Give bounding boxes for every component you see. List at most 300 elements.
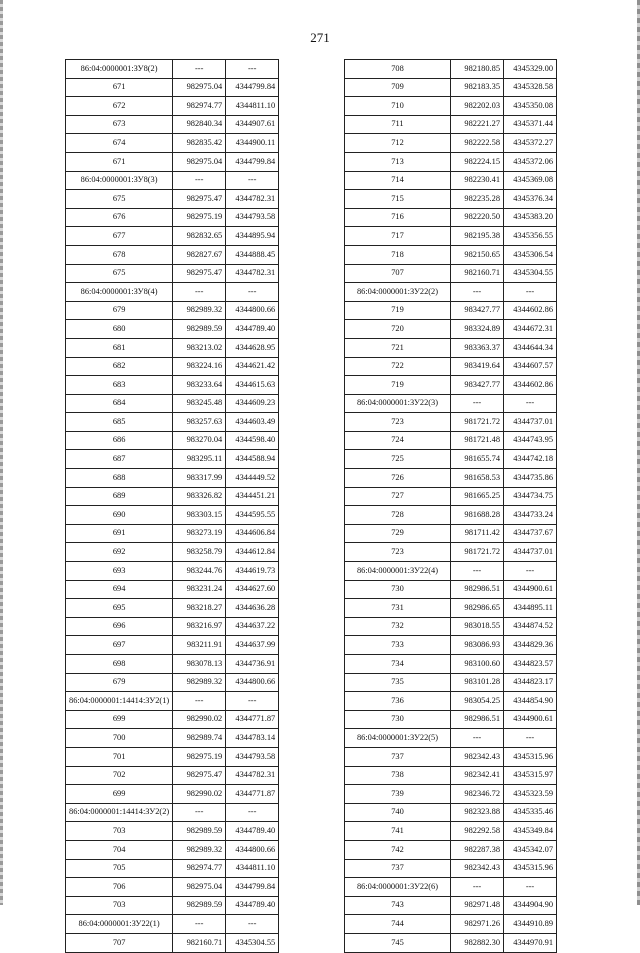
table-row <box>345 785 557 804</box>
y-coordinate-cell: 4344602.86 <box>504 301 557 320</box>
point-cell: 698 <box>66 655 173 674</box>
table-row <box>66 190 279 209</box>
point-cell: 707 <box>66 933 173 952</box>
y-coordinate-cell: 4344619.73 <box>226 562 279 581</box>
y-coordinate-cell: 4344970.91 <box>504 933 557 952</box>
y-coordinate-cell: 4344782.31 <box>226 766 279 785</box>
point-cell: 703 <box>66 822 173 841</box>
table-row <box>345 710 557 729</box>
x-coordinate-cell: 983244.76 <box>173 562 226 581</box>
x-coordinate-cell: --- <box>173 692 226 711</box>
table-row <box>345 208 557 227</box>
x-coordinate-cell: 983427.77 <box>451 376 504 395</box>
point-cell: 677 <box>66 227 173 246</box>
x-coordinate-cell: 983100.60 <box>451 655 504 674</box>
table-row <box>66 933 279 952</box>
y-coordinate-cell: 4344588.94 <box>226 450 279 469</box>
y-coordinate-cell: 4344900.61 <box>504 710 557 729</box>
x-coordinate-cell: 983231.24 <box>173 580 226 599</box>
parcel-header-row <box>66 803 279 822</box>
y-coordinate-cell: 4345323.59 <box>504 785 557 804</box>
y-coordinate-cell: 4345350.08 <box>504 97 557 116</box>
point-cell: 699 <box>66 785 173 804</box>
x-coordinate-cell: 982989.74 <box>173 729 226 748</box>
y-coordinate-cell: 4344672.31 <box>504 320 557 339</box>
y-coordinate-cell: 4344800.66 <box>226 301 279 320</box>
x-coordinate-cell: 983270.04 <box>173 431 226 450</box>
table-row <box>66 450 279 469</box>
table-row <box>66 673 279 692</box>
table-row <box>345 747 557 766</box>
y-coordinate-cell: 4345376.34 <box>504 190 557 209</box>
y-coordinate-cell: 4344621.42 <box>226 357 279 376</box>
point-cell: 689 <box>66 487 173 506</box>
parcel-id-cell: 86:04:0000001:ЗУ22(6) <box>345 878 451 897</box>
y-coordinate-cell: 4344609.23 <box>226 394 279 413</box>
table-row <box>66 785 279 804</box>
coordinates-table-right-body <box>345 60 557 953</box>
y-coordinate-cell: 4344888.45 <box>226 245 279 264</box>
x-coordinate-cell: 982986.65 <box>451 599 504 618</box>
point-cell: 679 <box>66 673 173 692</box>
parcel-header-row <box>345 878 557 897</box>
point-cell: 695 <box>66 599 173 618</box>
parcel-id-cell: 86:04:0000001:ЗУ8(3) <box>66 171 173 190</box>
table-row <box>66 506 279 525</box>
table-row <box>345 915 557 934</box>
table-row <box>66 543 279 562</box>
x-coordinate-cell: 982975.04 <box>173 78 226 97</box>
x-coordinate-cell: --- <box>173 60 226 79</box>
y-coordinate-cell: --- <box>226 692 279 711</box>
y-coordinate-cell: 4344742.18 <box>504 450 557 469</box>
y-coordinate-cell: 4344793.58 <box>226 208 279 227</box>
table-row <box>345 692 557 711</box>
y-coordinate-cell: 4344743.95 <box>504 431 557 450</box>
table-row <box>345 469 557 488</box>
y-coordinate-cell: 4345371.44 <box>504 115 557 134</box>
x-coordinate-cell: 983054.25 <box>451 692 504 711</box>
point-cell: 721 <box>345 338 451 357</box>
y-coordinate-cell: --- <box>226 283 279 302</box>
table-row <box>66 599 279 618</box>
table-row <box>345 134 557 153</box>
x-coordinate-cell: 982224.15 <box>451 152 504 171</box>
x-coordinate-cell: 982975.47 <box>173 766 226 785</box>
x-coordinate-cell: 982989.59 <box>173 320 226 339</box>
y-coordinate-cell: 4344736.91 <box>226 655 279 674</box>
point-cell: 683 <box>66 376 173 395</box>
x-coordinate-cell: 982827.67 <box>173 245 226 264</box>
point-cell: 679 <box>66 301 173 320</box>
y-coordinate-cell: 4344793.58 <box>226 747 279 766</box>
x-coordinate-cell: 983101.28 <box>451 673 504 692</box>
x-coordinate-cell: 982180.85 <box>451 60 504 79</box>
point-cell: 674 <box>66 134 173 153</box>
point-cell: 727 <box>345 487 451 506</box>
point-cell: 678 <box>66 245 173 264</box>
y-coordinate-cell: 4344627.60 <box>226 580 279 599</box>
y-coordinate-cell: 4345372.06 <box>504 152 557 171</box>
point-cell: 673 <box>66 115 173 134</box>
x-coordinate-cell: 983233.64 <box>173 376 226 395</box>
point-cell: 694 <box>66 580 173 599</box>
y-coordinate-cell: 4344603.49 <box>226 413 279 432</box>
y-coordinate-cell: 4345372.27 <box>504 134 557 153</box>
parcel-header-row <box>66 915 279 934</box>
x-coordinate-cell: 981711.42 <box>451 524 504 543</box>
point-cell: 675 <box>66 264 173 283</box>
x-coordinate-cell: 983216.97 <box>173 617 226 636</box>
y-coordinate-cell: 4344789.40 <box>226 896 279 915</box>
table-row <box>345 636 557 655</box>
parcel-id-cell: 86:04:0000001:ЗУ22(5) <box>345 729 451 748</box>
table-row <box>345 617 557 636</box>
x-coordinate-cell: 982160.71 <box>451 264 504 283</box>
x-coordinate-cell: 982287.38 <box>451 840 504 859</box>
point-cell: 676 <box>66 208 173 227</box>
table-row <box>345 580 557 599</box>
y-coordinate-cell: --- <box>226 171 279 190</box>
table-row <box>345 357 557 376</box>
y-coordinate-cell: 4344900.11 <box>226 134 279 153</box>
y-coordinate-cell: 4344737.01 <box>504 543 557 562</box>
y-coordinate-cell: 4344800.66 <box>226 840 279 859</box>
y-coordinate-cell: 4344735.86 <box>504 469 557 488</box>
point-cell: 680 <box>66 320 173 339</box>
x-coordinate-cell: 983317.99 <box>173 469 226 488</box>
point-cell: 693 <box>66 562 173 581</box>
point-cell: 728 <box>345 506 451 525</box>
y-coordinate-cell: 4344895.94 <box>226 227 279 246</box>
y-coordinate-cell: 4344606.84 <box>226 524 279 543</box>
table-row <box>66 245 279 264</box>
x-coordinate-cell: 983303.15 <box>173 506 226 525</box>
x-coordinate-cell: 982975.19 <box>173 747 226 766</box>
x-coordinate-cell: --- <box>173 283 226 302</box>
x-coordinate-cell: 982975.04 <box>173 152 226 171</box>
point-cell: 691 <box>66 524 173 543</box>
x-coordinate-cell: 982292.58 <box>451 822 504 841</box>
table-row <box>66 394 279 413</box>
point-cell: 725 <box>345 450 451 469</box>
x-coordinate-cell: --- <box>451 878 504 897</box>
x-coordinate-cell: 982975.04 <box>173 878 226 897</box>
x-coordinate-cell: 982235.28 <box>451 190 504 209</box>
table-row <box>345 245 557 264</box>
point-cell: 719 <box>345 301 451 320</box>
table-row <box>345 655 557 674</box>
parcel-header-row <box>66 60 279 79</box>
y-coordinate-cell: --- <box>504 394 557 413</box>
table-row <box>66 320 279 339</box>
point-cell: 705 <box>66 859 173 878</box>
x-coordinate-cell: 982989.32 <box>173 840 226 859</box>
point-cell: 738 <box>345 766 451 785</box>
table-row <box>66 859 279 878</box>
y-coordinate-cell: 4344615.63 <box>226 376 279 395</box>
table-row <box>66 338 279 357</box>
point-cell: 719 <box>345 376 451 395</box>
x-coordinate-cell: 982220.50 <box>451 208 504 227</box>
x-coordinate-cell: 982221.27 <box>451 115 504 134</box>
x-coordinate-cell: 982974.77 <box>173 859 226 878</box>
y-coordinate-cell: 4344789.40 <box>226 320 279 339</box>
y-coordinate-cell: 4345315.97 <box>504 766 557 785</box>
point-cell: 729 <box>345 524 451 543</box>
x-coordinate-cell: 981721.72 <box>451 543 504 562</box>
point-cell: 700 <box>66 729 173 748</box>
y-coordinate-cell: 4344737.01 <box>504 413 557 432</box>
table-row <box>66 357 279 376</box>
table-row <box>66 710 279 729</box>
table-row <box>345 190 557 209</box>
table-row <box>345 803 557 822</box>
table-row <box>66 617 279 636</box>
y-coordinate-cell: 4344823.57 <box>504 655 557 674</box>
y-coordinate-cell: 4344799.84 <box>226 878 279 897</box>
table-row <box>345 673 557 692</box>
table-row <box>66 878 279 897</box>
y-coordinate-cell: 4344637.99 <box>226 636 279 655</box>
y-coordinate-cell: --- <box>226 60 279 79</box>
y-coordinate-cell: 4344811.10 <box>226 97 279 116</box>
point-cell: 737 <box>345 747 451 766</box>
point-cell: 733 <box>345 636 451 655</box>
point-cell: 724 <box>345 431 451 450</box>
y-coordinate-cell: 4345306.54 <box>504 245 557 264</box>
table-row <box>345 450 557 469</box>
x-coordinate-cell: 982323.88 <box>451 803 504 822</box>
y-coordinate-cell: 4344829.36 <box>504 636 557 655</box>
y-coordinate-cell: 4344783.14 <box>226 729 279 748</box>
y-coordinate-cell: 4345329.00 <box>504 60 557 79</box>
x-coordinate-cell: 983295.11 <box>173 450 226 469</box>
x-coordinate-cell: 981721.48 <box>451 431 504 450</box>
x-coordinate-cell: 983324.89 <box>451 320 504 339</box>
table-row <box>66 524 279 543</box>
y-coordinate-cell: 4345335.46 <box>504 803 557 822</box>
parcel-id-cell: 86:04:0000001:ЗУ8(2) <box>66 60 173 79</box>
x-coordinate-cell: 982971.26 <box>451 915 504 934</box>
point-cell: 713 <box>345 152 451 171</box>
table-row <box>66 97 279 116</box>
parcel-id-cell: 86:04:0000001:14414:ЗУ2(1) <box>66 692 173 711</box>
y-coordinate-cell: 4345349.84 <box>504 822 557 841</box>
table-row <box>66 636 279 655</box>
y-coordinate-cell: 4344449.52 <box>226 469 279 488</box>
table-row <box>345 506 557 525</box>
x-coordinate-cell: 982150.65 <box>451 245 504 264</box>
x-coordinate-cell: 983218.27 <box>173 599 226 618</box>
parcel-id-cell: 86:04:0000001:ЗУ22(3) <box>345 394 451 413</box>
point-cell: 712 <box>345 134 451 153</box>
x-coordinate-cell: 981688.28 <box>451 506 504 525</box>
point-cell: 707 <box>345 264 451 283</box>
parcel-header-row <box>345 283 557 302</box>
parcel-id-cell: 86:04:0000001:ЗУ22(1) <box>66 915 173 934</box>
point-cell: 730 <box>345 580 451 599</box>
x-coordinate-cell: 983224.16 <box>173 357 226 376</box>
x-coordinate-cell: --- <box>451 562 504 581</box>
table-row <box>66 208 279 227</box>
x-coordinate-cell: 982222.58 <box>451 134 504 153</box>
y-coordinate-cell: --- <box>504 729 557 748</box>
y-coordinate-cell: 4344771.87 <box>226 785 279 804</box>
x-coordinate-cell: --- <box>173 915 226 934</box>
point-cell: 696 <box>66 617 173 636</box>
x-coordinate-cell: --- <box>173 171 226 190</box>
table-row <box>66 469 279 488</box>
y-coordinate-cell: --- <box>504 283 557 302</box>
point-cell: 742 <box>345 840 451 859</box>
y-coordinate-cell: --- <box>226 915 279 934</box>
parcel-id-cell: 86:04:0000001:ЗУ22(2) <box>345 283 451 302</box>
y-coordinate-cell: 4345304.55 <box>226 933 279 952</box>
point-cell: 703 <box>66 896 173 915</box>
y-coordinate-cell: 4344602.86 <box>504 376 557 395</box>
x-coordinate-cell: 982195.38 <box>451 227 504 246</box>
table-row <box>345 78 557 97</box>
point-cell: 685 <box>66 413 173 432</box>
x-coordinate-cell: 981658.53 <box>451 469 504 488</box>
point-cell: 684 <box>66 394 173 413</box>
x-coordinate-cell: 983086.93 <box>451 636 504 655</box>
table-row <box>345 301 557 320</box>
y-coordinate-cell: 4344900.61 <box>504 580 557 599</box>
table-row <box>345 152 557 171</box>
table-row <box>345 933 557 952</box>
x-coordinate-cell: 983273.19 <box>173 524 226 543</box>
point-cell: 744 <box>345 915 451 934</box>
point-cell: 710 <box>345 97 451 116</box>
y-coordinate-cell: 4344907.61 <box>226 115 279 134</box>
x-coordinate-cell: 982342.41 <box>451 766 504 785</box>
parcel-header-row <box>66 692 279 711</box>
y-coordinate-cell: 4344628.95 <box>226 338 279 357</box>
coordinates-table-right <box>344 59 557 953</box>
point-cell: 720 <box>345 320 451 339</box>
point-cell: 671 <box>66 152 173 171</box>
table-row <box>66 840 279 859</box>
point-cell: 737 <box>345 859 451 878</box>
point-cell: 671 <box>66 78 173 97</box>
table-row <box>345 524 557 543</box>
table-row <box>66 301 279 320</box>
point-cell: 731 <box>345 599 451 618</box>
table-row <box>345 338 557 357</box>
y-coordinate-cell: 4344737.67 <box>504 524 557 543</box>
table-row <box>345 413 557 432</box>
y-coordinate-cell: 4345369.08 <box>504 171 557 190</box>
table-row <box>66 152 279 171</box>
table-row <box>345 97 557 116</box>
y-coordinate-cell: --- <box>504 878 557 897</box>
x-coordinate-cell: 982975.47 <box>173 264 226 283</box>
x-coordinate-cell: --- <box>451 283 504 302</box>
table-row <box>345 376 557 395</box>
x-coordinate-cell: 983258.79 <box>173 543 226 562</box>
y-coordinate-cell: 4344895.11 <box>504 599 557 618</box>
point-cell: 681 <box>66 338 173 357</box>
table-row <box>345 227 557 246</box>
table-row <box>66 822 279 841</box>
coordinates-table-left-body <box>66 60 279 953</box>
table-row <box>345 822 557 841</box>
x-coordinate-cell: --- <box>173 803 226 822</box>
point-cell: 717 <box>345 227 451 246</box>
y-coordinate-cell: 4344811.10 <box>226 859 279 878</box>
y-coordinate-cell: 4344595.55 <box>226 506 279 525</box>
y-coordinate-cell: 4344612.84 <box>226 543 279 562</box>
point-cell: 723 <box>345 543 451 562</box>
table-row <box>66 431 279 450</box>
x-coordinate-cell: 982183.35 <box>451 78 504 97</box>
x-coordinate-cell: 983326.82 <box>173 487 226 506</box>
y-coordinate-cell: 4344598.40 <box>226 431 279 450</box>
y-coordinate-cell: 4344799.84 <box>226 78 279 97</box>
x-coordinate-cell: 982989.32 <box>173 673 226 692</box>
y-coordinate-cell: 4344904.90 <box>504 896 557 915</box>
x-coordinate-cell: 982835.42 <box>173 134 226 153</box>
point-cell: 708 <box>345 60 451 79</box>
point-cell: 734 <box>345 655 451 674</box>
y-coordinate-cell: 4344734.75 <box>504 487 557 506</box>
point-cell: 732 <box>345 617 451 636</box>
y-coordinate-cell: 4344910.89 <box>504 915 557 934</box>
parcel-id-cell: 86:04:0000001:ЗУ8(4) <box>66 283 173 302</box>
parcel-header-row <box>345 562 557 581</box>
y-coordinate-cell: 4345315.96 <box>504 859 557 878</box>
x-coordinate-cell: 983018.55 <box>451 617 504 636</box>
point-cell: 726 <box>345 469 451 488</box>
table-row <box>345 487 557 506</box>
x-coordinate-cell: 982975.19 <box>173 208 226 227</box>
x-coordinate-cell: 983419.64 <box>451 357 504 376</box>
point-cell: 739 <box>345 785 451 804</box>
y-coordinate-cell: 4345342.07 <box>504 840 557 859</box>
x-coordinate-cell: 981721.72 <box>451 413 504 432</box>
point-cell: 702 <box>66 766 173 785</box>
x-coordinate-cell: 982990.02 <box>173 710 226 729</box>
x-coordinate-cell: 982346.72 <box>451 785 504 804</box>
point-cell: 699 <box>66 710 173 729</box>
table-row <box>66 766 279 785</box>
y-coordinate-cell: 4344789.40 <box>226 822 279 841</box>
point-cell: 722 <box>345 357 451 376</box>
parcel-header-row <box>345 394 557 413</box>
x-coordinate-cell: 983363.37 <box>451 338 504 357</box>
table-row <box>345 859 557 878</box>
point-cell: 741 <box>345 822 451 841</box>
point-cell: 709 <box>345 78 451 97</box>
x-coordinate-cell: 982975.47 <box>173 190 226 209</box>
x-coordinate-cell: 982882.30 <box>451 933 504 952</box>
y-coordinate-cell: 4344799.84 <box>226 152 279 171</box>
y-coordinate-cell: 4345304.55 <box>504 264 557 283</box>
point-cell: 735 <box>345 673 451 692</box>
x-coordinate-cell: 982342.43 <box>451 859 504 878</box>
point-cell: 704 <box>66 840 173 859</box>
point-cell: 697 <box>66 636 173 655</box>
y-coordinate-cell: --- <box>504 562 557 581</box>
x-coordinate-cell: 982971.48 <box>451 896 504 915</box>
table-row <box>66 376 279 395</box>
x-coordinate-cell: 982160.71 <box>173 933 226 952</box>
table-row <box>345 766 557 785</box>
y-coordinate-cell: 4344800.66 <box>226 673 279 692</box>
point-cell: 714 <box>345 171 451 190</box>
